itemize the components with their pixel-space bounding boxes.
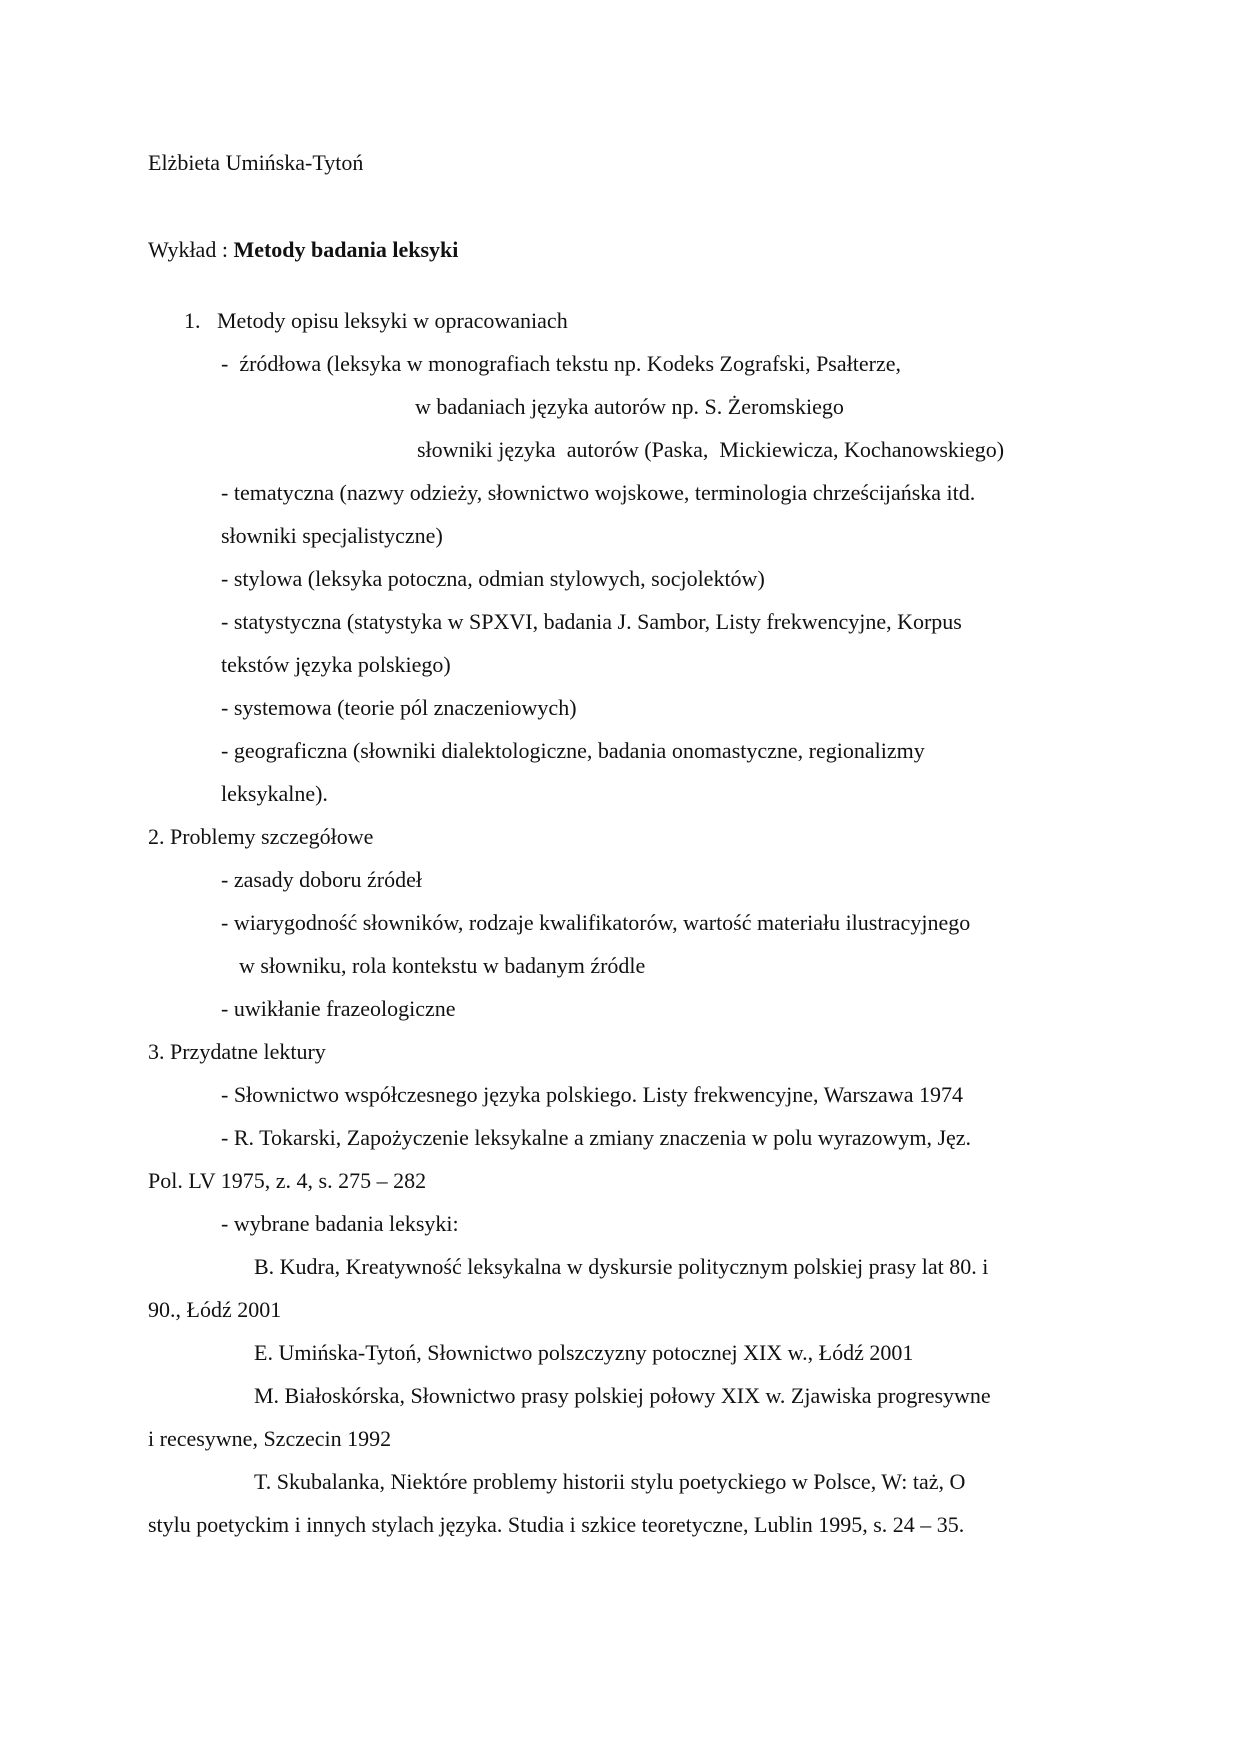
section-3-line: stylu poetyckim i innych stylach języka. Studia i szkice teoretyczne, Lublin 1995, s. 24 – 35. (148, 1512, 965, 1537)
section-1-line: w badaniach języka autorów np. S. Żeromskiego (415, 394, 844, 419)
section-1-line: - stylowa (leksyka potoczna, odmian stylowych, socjolektów) (221, 566, 765, 591)
section-3-line: M. Białoskórska, Słownictwo prasy polskiej połowy XIX w. Zjawiska progresywne (254, 1383, 991, 1408)
lecture-title: Metody badania leksyki (233, 237, 459, 262)
section-3-line: E. Umińska-Tytoń, Słownictwo polszczyzny potocznej XIX w., Łódź 2001 (254, 1340, 914, 1365)
section-1-line: - tematyczna (nazwy odzieży, słownictwo wojskowe, terminologia chrześcijańska itd. (221, 480, 976, 505)
section-3-line: - Słownictwo współczesnego języka polskiego. Listy frekwencyjne, Warszawa 1974 (221, 1082, 963, 1107)
section-3-line: - wybrane badania leksyki: (221, 1211, 459, 1236)
section-2-line: - wiarygodność słowników, rodzaje kwalifikatorów, wartość materiału ilustracyjnego (221, 910, 971, 935)
section-3-line: 90., Łódź 2001 (148, 1297, 282, 1322)
section-1-line: - systemowa (teorie pól znaczeniowych) (221, 695, 577, 720)
section-1-line: - źródłowa (leksyka w monografiach tekstu np. Kodeks Zografski, Psałterze, (221, 351, 901, 376)
section-2-line: - zasady doboru źródeł (221, 867, 422, 892)
section-1-heading: 1. Metody opisu leksyki w opracowaniach (184, 308, 568, 333)
section-1-line: tekstów języka polskiego) (221, 652, 451, 677)
section-3-line: Pol. LV 1975, z. 4, s. 275 – 282 (148, 1168, 427, 1193)
lecture-title-line (148, 239, 458, 261)
section-3-line: T. Skubalanka, Niektóre problemy historii stylu poetyckiego w Polsce, W: taż, O (254, 1469, 966, 1494)
section-3-line: - R. Tokarski, Zapożyczenie leksykalne a zmiany znaczenia w polu wyrazowym, Jęz. (221, 1125, 972, 1150)
section-1-line: - geograficzna (słowniki dialektologiczne, badania onomastyczne, regionalizmy (221, 738, 925, 763)
section-1-line: słowniki języka autorów (Paska, Mickiewicza, Kochanowskiego) (417, 437, 1005, 462)
section-3-line: B. Kudra, Kreatywność leksykalna w dyskursie politycznym polskiej prasy lat 80. i (254, 1254, 989, 1279)
author-name: Elżbieta Umińska-Tytoń (148, 150, 364, 175)
section-2-line: - uwikłanie frazeologiczne (221, 996, 456, 1021)
section-2-heading: 2. Problemy szczegółowe (148, 824, 374, 849)
section-1-line: leksykalne). (221, 781, 328, 806)
lecture-prefix: Wykład : (148, 237, 234, 262)
section-3-heading: 3. Przydatne lektury (148, 1039, 326, 1064)
section-1-line: słowniki specjalistyczne) (221, 523, 443, 548)
section-2-line: w słowniku, rola kontekstu w badanym źródle (239, 953, 646, 978)
section-3-line: i recesywne, Szczecin 1992 (148, 1426, 392, 1451)
section-1-line: - statystyczna (statystyka w SPXVI, badania J. Sambor, Listy frekwencyjne, Korpus (221, 609, 962, 634)
